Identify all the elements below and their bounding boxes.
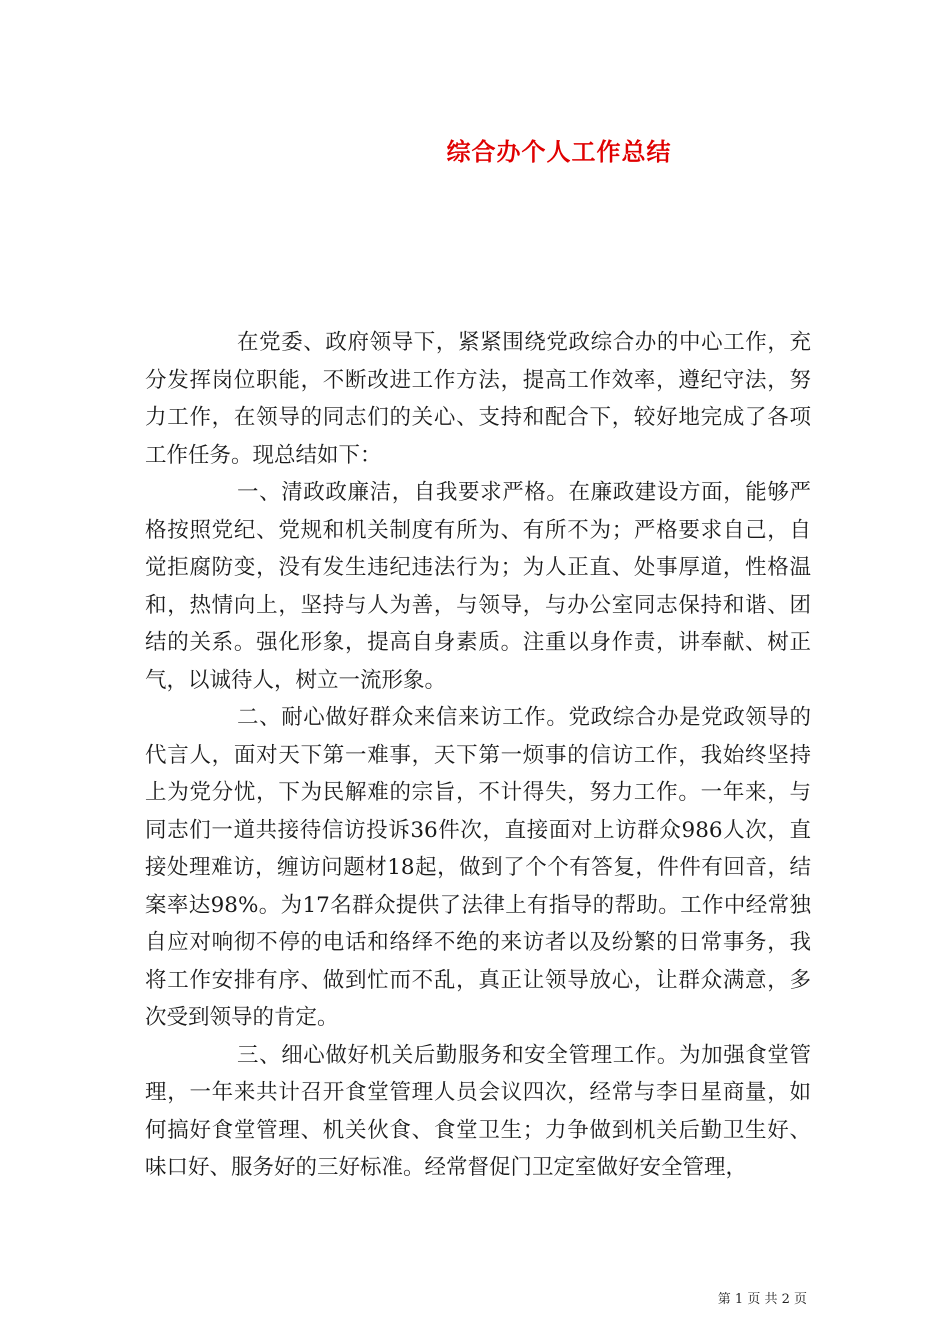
- paragraph-section-1: 一、清政政廉洁，自我要求严格。在廉政建设方面，能够严格按照党纪、党规和机关制度有所为、有所不为；严格要求自己，自觉拒腐防变，没有发生违纪违法行为；为人正直、处事厚道，性格温和，热情向上，坚持与人为善，与领导，与办公室同志保持和谐、团结的关系。强化形象，提高自身素质。注重以身作责，讲奉献、树正气，以诚待人，树立一流形象。: [145, 480, 811, 693]
- document-title: 综合办个人工作总结: [446, 137, 672, 166]
- document-body: [145, 324, 811, 1187]
- paragraph-section-3: 三、细心做好机关后勤服务和安全管理工作。为加强食堂管理，一年来共计召开食堂管理人员会议四次，经常与李日星商量，如何搞好食堂管理、机关伙食、食堂卫生；力争做到机关后勤卫生好、味口好、服务好的三好标准。经常督促门卫定室做好安全管理，: [145, 1042, 811, 1180]
- paragraph-section-2: 二、耐心做好群众来信来访工作。党政综合办是党政领导的代言人，面对天下第一难事，天下第一烦事的信访工作，我始终坚持上为党分忧，下为民解难的宗旨，不计得失，努力工作。一年来，与同志们一道共接待信访投诉36件次，直接面对上访群众986人次，直接处理难访，缠访问题材18起，做到了个个有答复，件件有回音，结案率达98%。为17名群众提供了法律上有指导的帮助。工作中经常独自应对响彻不停的电话和络绎不绝的来访者以及纷繁的日常事务，我将工作安排有序、做到忙而不乱，真正让领导放心，让群众满意，多次受到领导的肯定。: [145, 705, 811, 1030]
- paragraph-intro: 在党委、政府领导下，紧紧围绕党政综合办的中心工作，充分发挥岗位职能，不断改进工作方法，提高工作效率，遵纪守法，努力工作，在领导的同志们的关心、支持和配合下，较好地完成了各项工作任务。现总结如下：: [145, 330, 811, 468]
- page-number-footer: 第 1 页 共 2 页: [717, 1292, 807, 1307]
